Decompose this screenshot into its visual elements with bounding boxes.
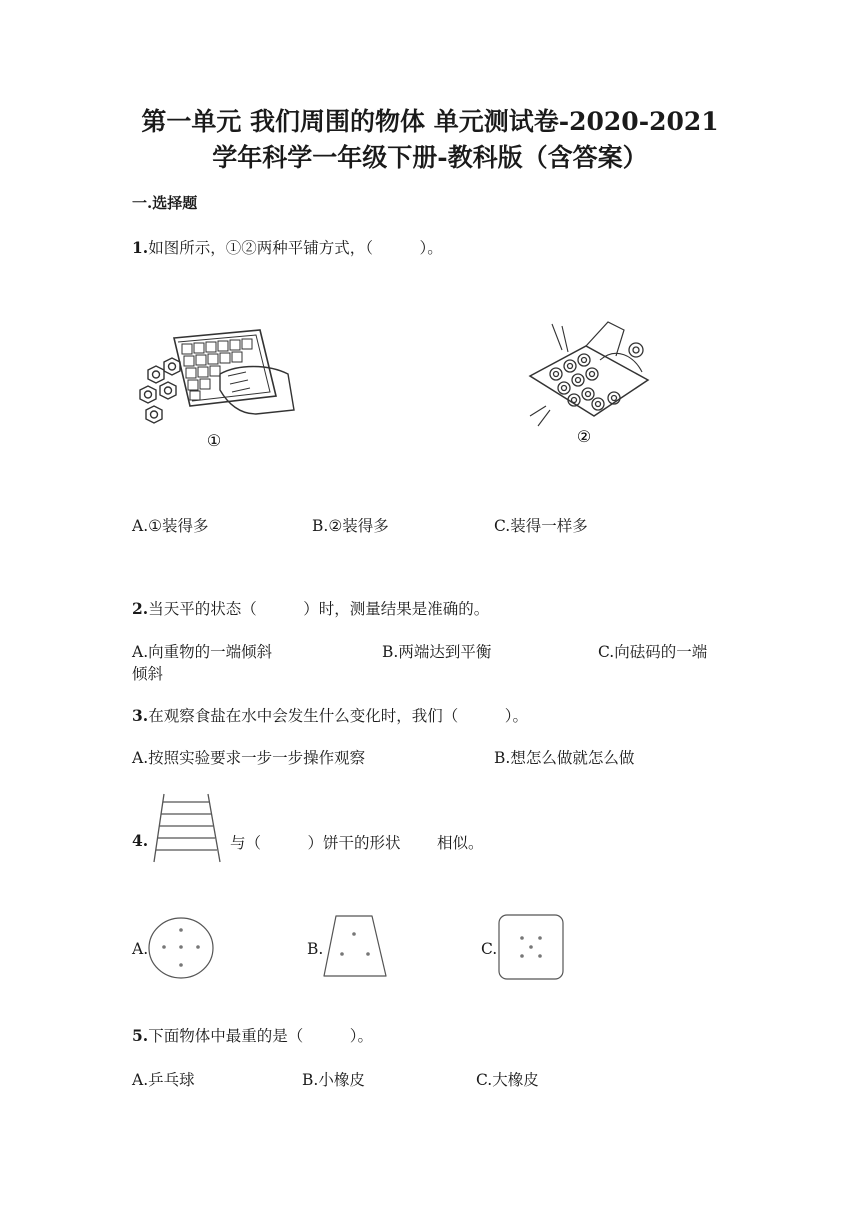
question-text: 如图所示，①②两种平铺方式，（ ）。 [148,239,443,257]
figure-tiling-1 [128,318,308,458]
q5-option-a[interactable]: A.乒乓球 [132,1071,195,1089]
figure-tiling-2 [516,316,676,456]
page-title [110,104,750,176]
question-text: 下面物体中最重的是（ ）。 [148,1027,373,1045]
q2-option-c[interactable]: C.向砝码的一端 [598,643,708,661]
q4-option-c[interactable]: C. [481,940,498,958]
round-cookie-icon[interactable] [146,915,216,981]
square-cookie-icon[interactable] [496,912,566,982]
q3-option-b[interactable]: B.想怎么做就怎么做 [494,749,635,767]
section-heading: 一.选择题 [132,194,198,212]
question-number: 3. [132,706,149,725]
question-5 [132,1024,373,1046]
q2-option-c-wrap: 倾斜 [132,665,164,683]
question-2 [132,597,489,619]
q4-option-b[interactable]: B. [307,940,324,958]
question-4-text [230,831,401,853]
q2-option-b[interactable]: B.两端达到平衡 [382,643,492,661]
figure-1-label: ① [206,431,222,450]
q1-option-b[interactable]: B.②装得多 [312,517,389,535]
q1-option-a[interactable]: A.①装得多 [132,517,209,535]
figure-2-label: ② [576,427,592,446]
question-number: 2. [132,599,149,618]
trapezoid-cookie-icon[interactable] [320,912,390,982]
title-line-2: 学年科学一年级下册-教科版（含答案） [212,143,648,172]
q4-option-a[interactable]: A. [132,940,149,958]
q2-option-a[interactable]: A.向重物的一端倾斜 [132,643,273,661]
title-line-1: 第一单元 我们周围的物体 单元测试卷-2020-2021 [141,107,719,136]
question-4-number: 4. [132,831,149,850]
q5-option-c[interactable]: C.大橡皮 [476,1071,539,1089]
ladder-figure [150,790,226,866]
question-4-text-end: 相似。 [437,834,484,852]
question-text: 与（ ）饼干的形状 [230,834,401,852]
question-text: 当天平的状态（ ）时，测量结果是准确的。 [148,600,490,618]
q5-option-b[interactable]: B.小橡皮 [302,1071,365,1089]
question-3 [132,704,528,726]
question-number: 1. [132,238,149,257]
question-number: 5. [132,1026,149,1045]
question-text: 在观察食盐在水中会发生什么变化时，我们（ ）。 [148,707,528,725]
q1-option-c[interactable]: C.装得一样多 [494,517,588,535]
question-1 [132,236,443,258]
q3-option-a[interactable]: A.按照实验要求一步一步操作观察 [132,749,366,767]
